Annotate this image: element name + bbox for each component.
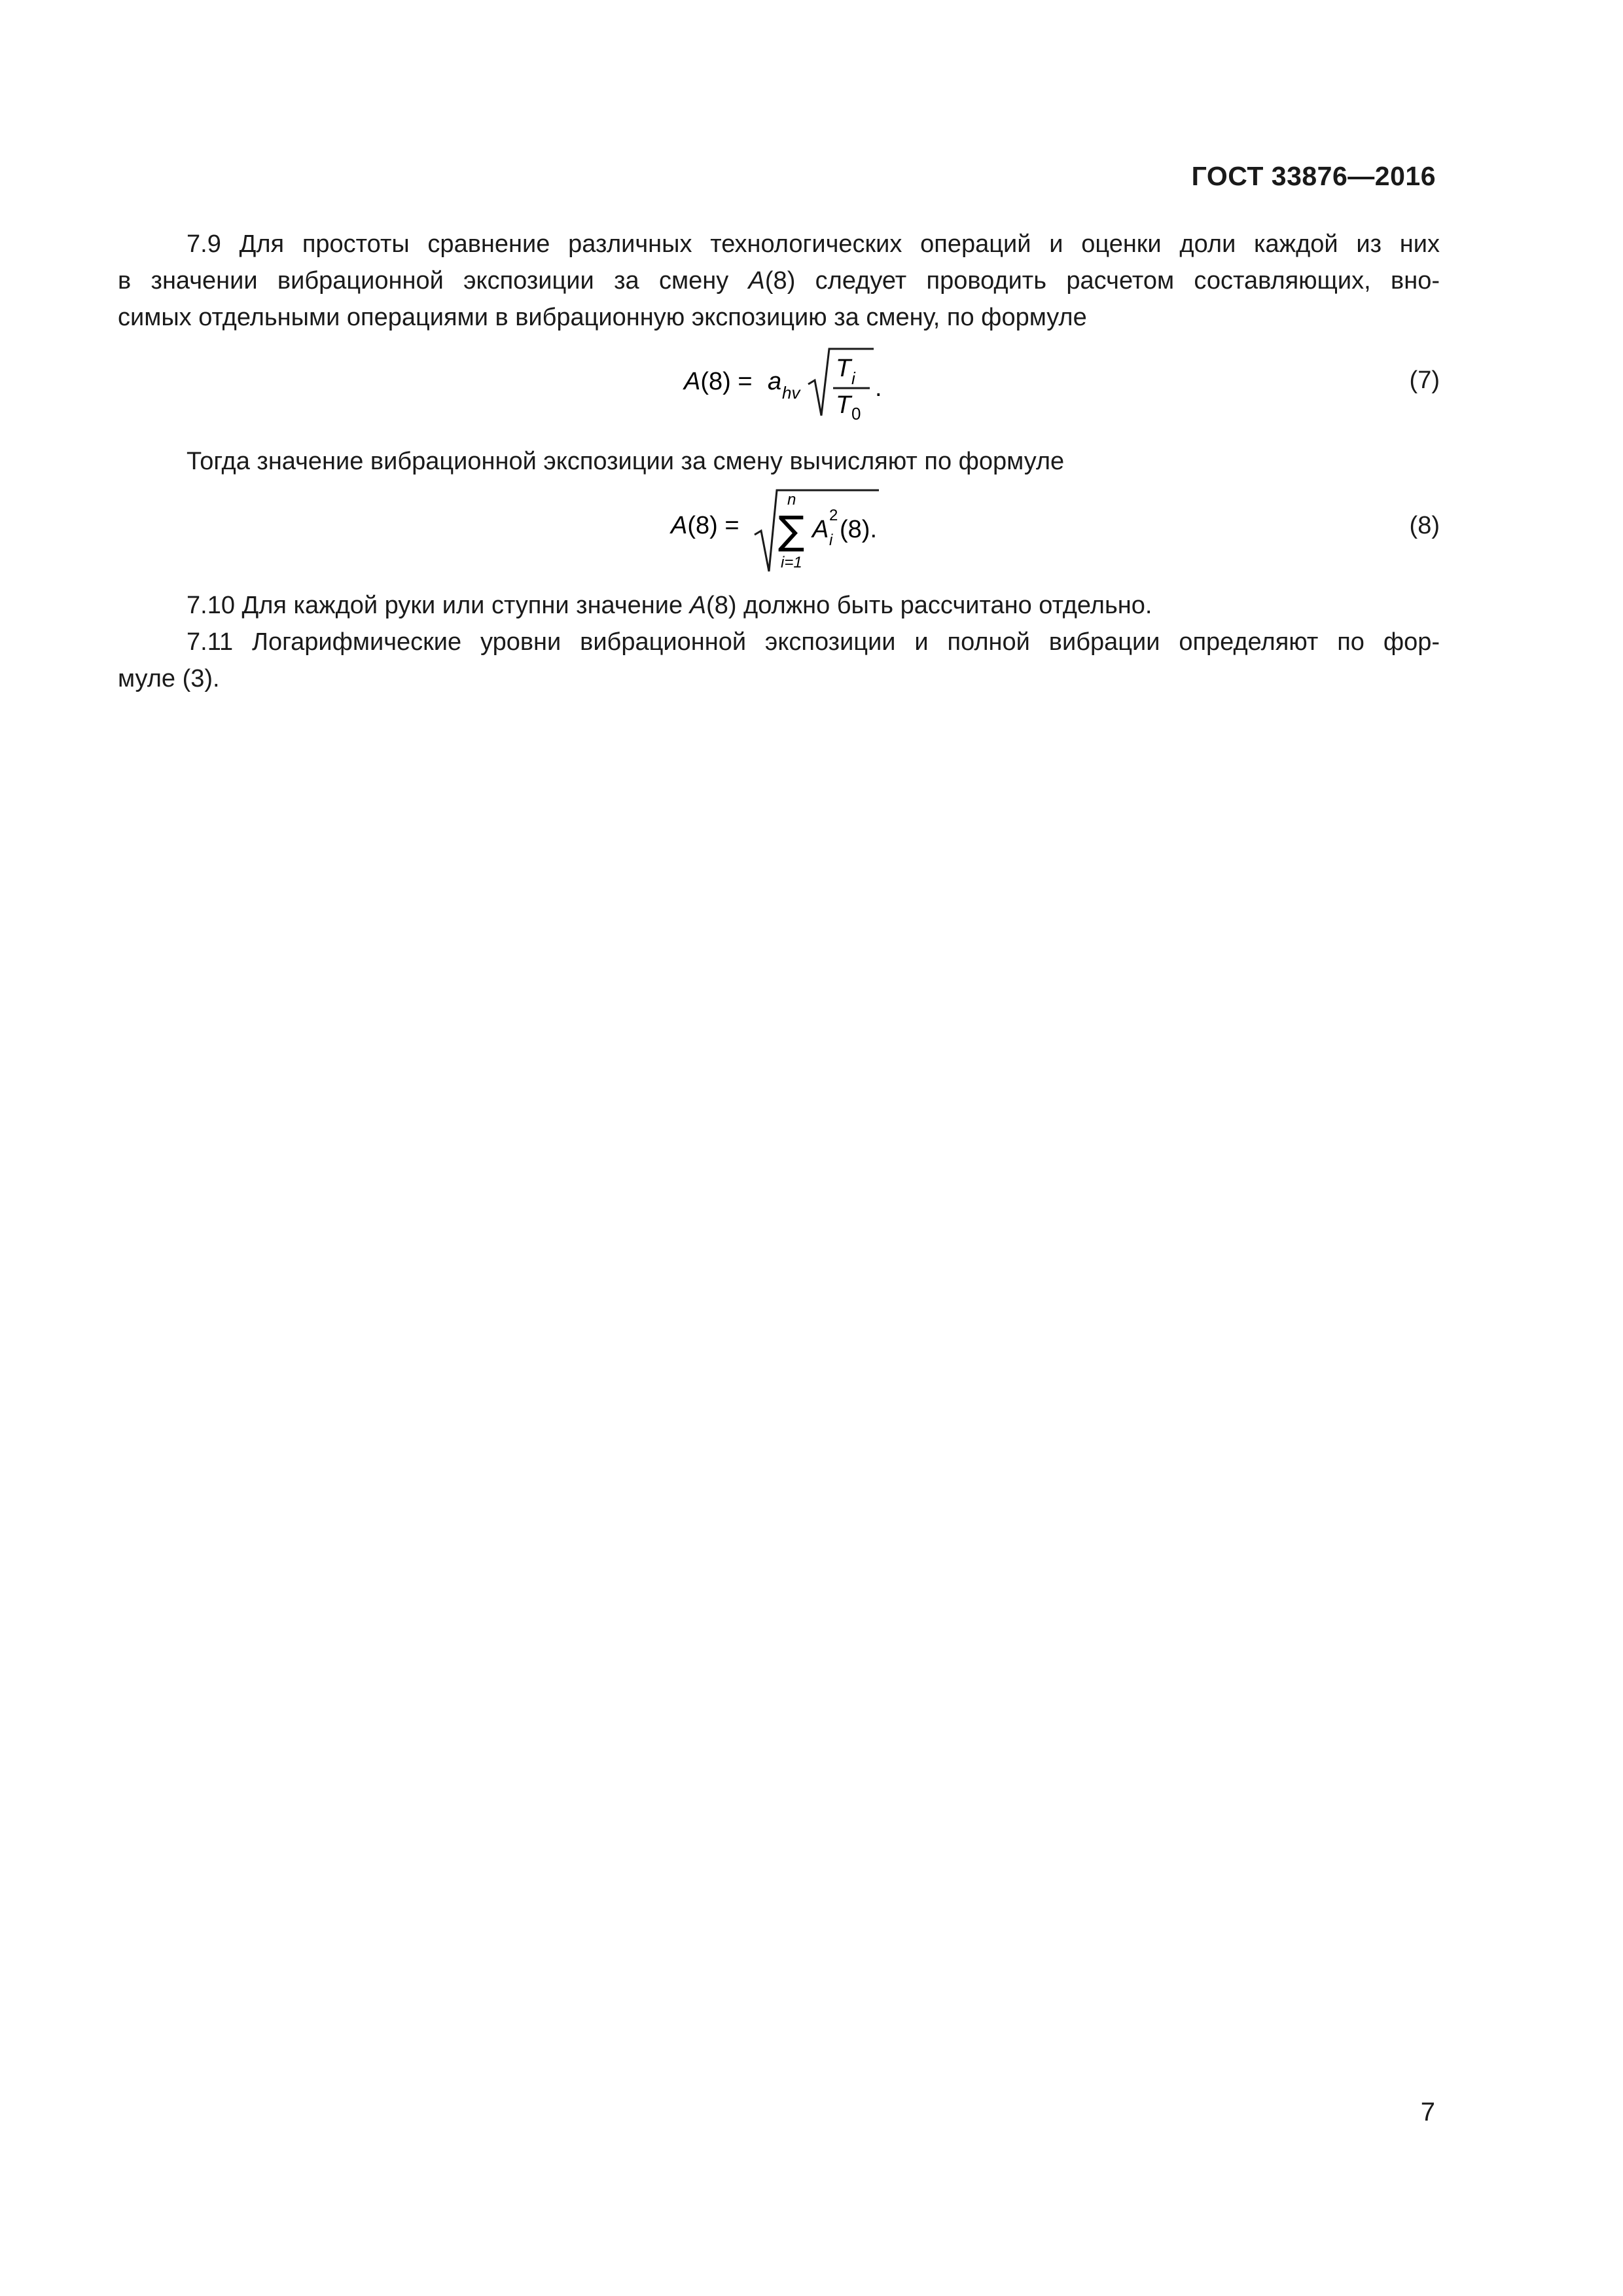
paragraph-then (118, 443, 1440, 480)
formula-8-number: (8) (1409, 512, 1440, 539)
svg-text:A(8) = (683, 368, 753, 395)
formula-7-coef: a (768, 368, 782, 395)
paragraph-7-11-line-2: муле (3). (118, 665, 220, 692)
formula-8-lhs-arg: (8) = (687, 512, 740, 539)
paragraph-then-line: Тогда значение вибрационной экспозиции за смену вычисляют по формуле (187, 448, 1065, 475)
paragraph-7-10-line: 7.10 Для каждой руки или ступни значение A(8) должно быть рассчитано отдельно. (187, 592, 1152, 619)
formula-8-sum-upper: n (787, 491, 796, 509)
page-number: 7 (1420, 2098, 1435, 2126)
paragraph-7-9-line-1: 7.9 Для простоты сравнение различных технологических операций и оценки доли каждой из них (187, 230, 1440, 258)
formula-7-denominator: T (836, 391, 851, 419)
document-header: ГОСТ 33876—2016 (1191, 161, 1436, 191)
formula-7-numerator: T (836, 355, 851, 382)
formula-8 (671, 488, 893, 586)
formula-7-lhs-arg: (8) = (700, 368, 753, 395)
formula-8-sum-sign: ∑ (778, 508, 805, 554)
paragraph-7-10 (118, 587, 1440, 624)
formula-8-term-sup: 2 (829, 507, 838, 524)
paragraph-7-9 (118, 226, 1440, 336)
svg-text:A(8) = (669, 512, 740, 539)
formula-8-term-symbol: A (812, 516, 829, 543)
formula-8-sum-lower: i=1 (781, 554, 802, 571)
paragraph-7-11-line-1: 7.11 Логарифмические уровни вибрационной экспозиции и полной вибрации определяют по фор- (187, 628, 1440, 656)
formula-7-numerator-sub: i (851, 368, 855, 388)
formula-7-denominator-sub: 0 (851, 404, 861, 423)
symbol-a: A (748, 267, 765, 295)
formula-7-number: (7) (1409, 367, 1440, 394)
formula-8-term-arg: (8). (840, 516, 877, 543)
formula-8-term-sub: i (829, 531, 833, 549)
paragraph-7-11 (118, 624, 1440, 697)
formula-7-coef-sub: hv (782, 383, 800, 403)
paragraph-7-9-line-2: в значении вибрационной экспозиции за смену A(8) следует проводить расчетом составляющих, вно- (118, 267, 1440, 295)
formula-7-lhs-symbol: A (684, 368, 701, 395)
symbol-a: A (689, 592, 707, 619)
formula-8-lhs-symbol: A (671, 512, 688, 539)
formula-7-tail: . (875, 374, 882, 402)
formula-7 (684, 344, 893, 442)
paragraph-7-9-line-3: симых отдельными операциями в вибрационную экспозицию за смену, по формуле (118, 304, 1087, 331)
